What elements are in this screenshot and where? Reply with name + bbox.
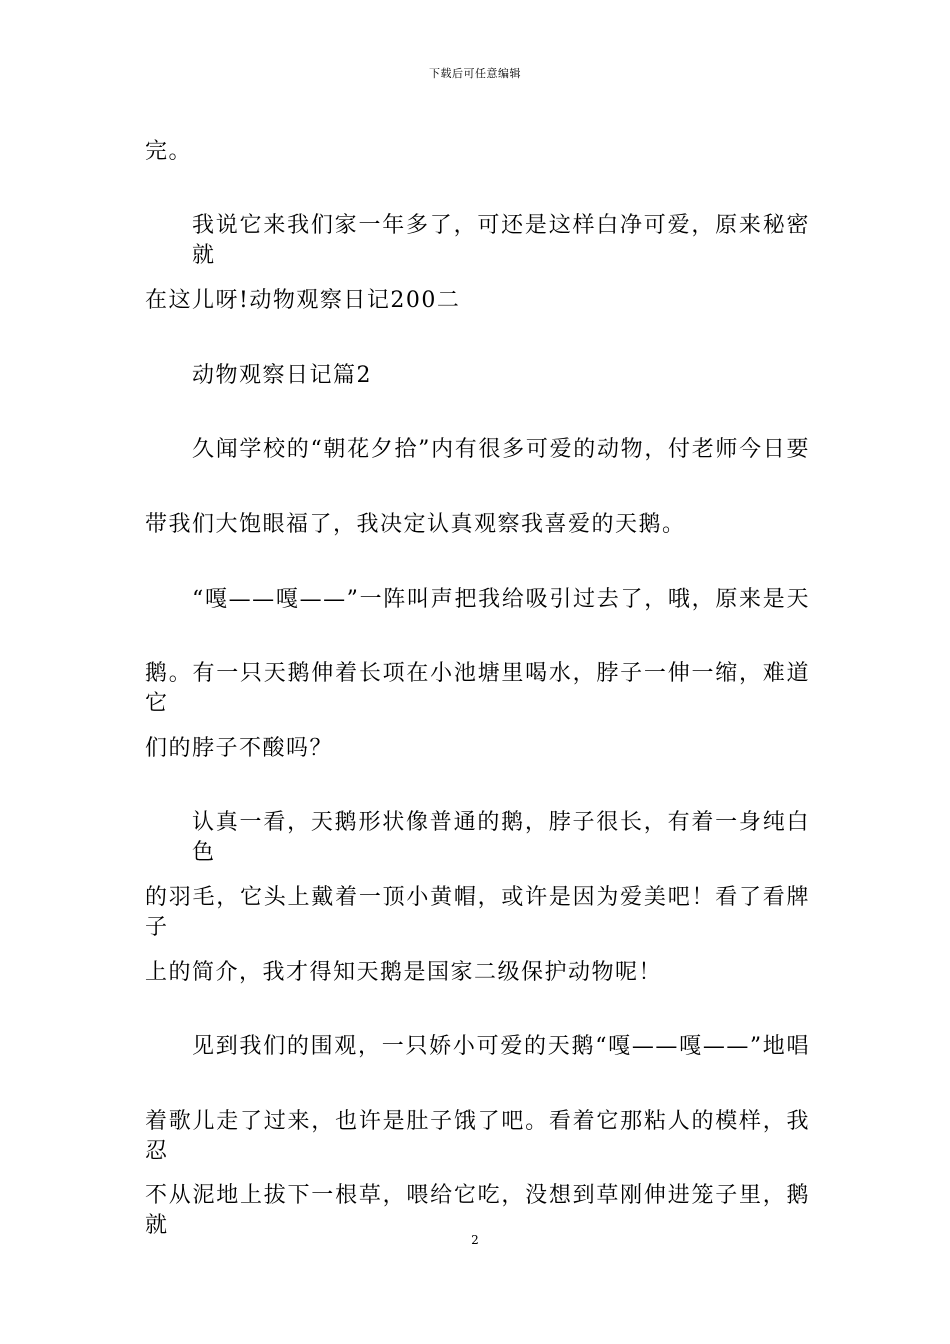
text-line: 见到我们的围观，一只娇小可爱的天鹅“嘎——嘎——”地唱 — [192, 1034, 810, 1059]
text-line: 们的脖子不酸吗？ — [145, 736, 334, 761]
text-line: 的羽毛，它头上戴着一顶小黄帽，或许是因为爱美吧！看了看牌子 — [145, 885, 810, 940]
text-line: 着歌儿走了过来，也许是肚子饿了吧。看着它那粘人的模样，我忍 — [145, 1109, 810, 1164]
page-header: 下载后可任意编辑 — [429, 67, 521, 80]
section-heading: 动物观察日记篇2 — [192, 363, 372, 388]
text-line: 我说它来我们家一年多了，可还是这样白净可爱，原来秘密就 — [192, 213, 810, 268]
text-line: “嘎——嘎——”一阵叫声把我给吸引过去了，哦，原来是天 — [192, 587, 810, 612]
page-number: 2 — [471, 1233, 479, 1247]
text-line: 久闻学校的“朝花夕拾”内有很多可爱的动物，付老师今日要 — [192, 437, 810, 462]
text-line: 在这儿呀!动物观察日记200二 — [145, 288, 461, 313]
text-line: 完。 — [145, 139, 193, 164]
text-line: 上的简介，我才得知天鹅是国家二级保护动物呢！ — [145, 960, 663, 985]
text-line: 鹅。有一只天鹅伸着长项在小池塘里喝水，脖子一伸一缩，难道它 — [145, 661, 810, 716]
text-line: 带我们大饱眼福了，我决定认真观察我喜爱的天鹅。 — [145, 512, 686, 537]
text-line: 不从泥地上拔下一根草，喂给它吃，没想到草刚伸进笼子里，鹅就 — [145, 1183, 810, 1238]
text-line: 认真一看，天鹅形状像普通的鹅，脖子很长，有着一身纯白色 — [192, 810, 810, 865]
